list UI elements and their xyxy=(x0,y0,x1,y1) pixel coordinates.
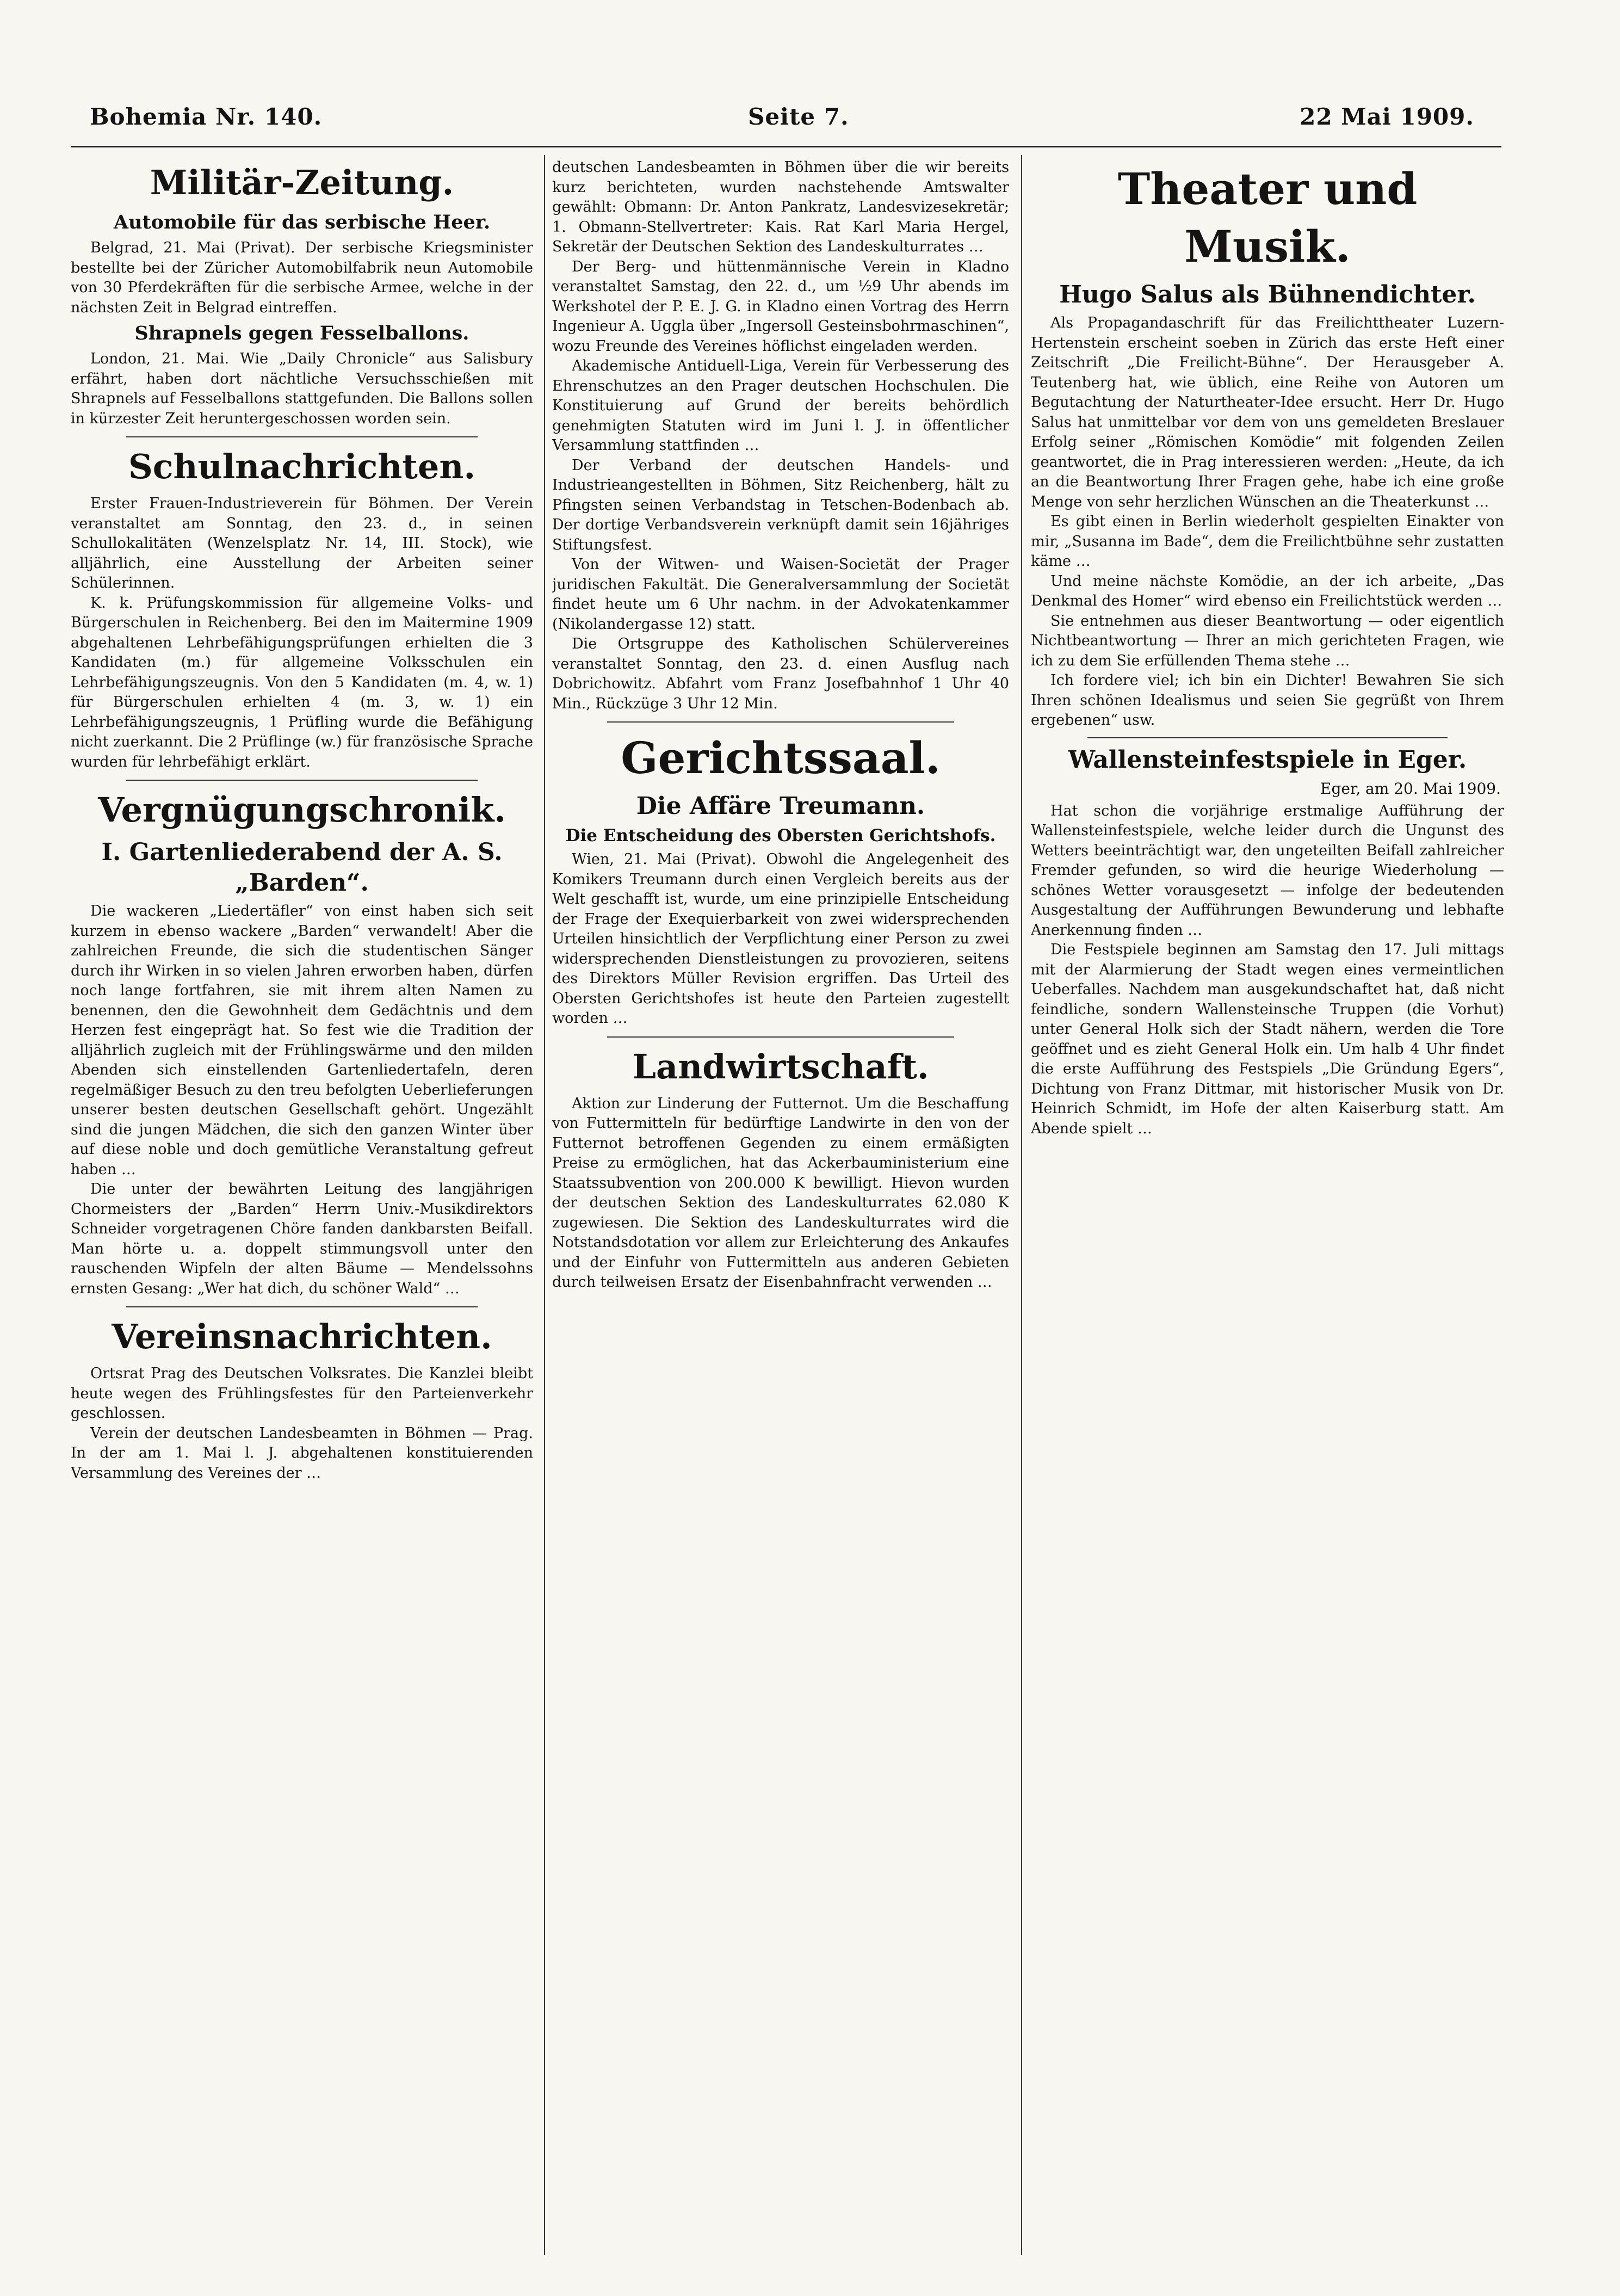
section-theater xyxy=(1031,160,1504,1139)
section-title: Landwirtschaft. xyxy=(632,1046,929,1087)
column-1 xyxy=(71,158,533,2255)
article-text: deutschen Landesbeamten in Böhmen über die wir bereits kurz berichteten, wurden nachstehende Amtswalter gewählt: Obmann: Dr. Anton Pankratz, Landesvizesekretär; 1. Obmann-Stellvertreter: Kais. Rat Karl Maria Hergel, Sekretär der Deutschen Sektion des Landeskulturrates … xyxy=(552,159,1009,255)
header-date: 22 Mai 1909. xyxy=(1300,103,1474,130)
article-text: K. k. Prüfungskommission für allgemeine Volks- und Bürgerschulen in Reichenberg. Bei den im Maitermine 1909 abgehaltenen Lehrbefähigungsprüfungen erhielten die 3 Kandidaten (m.) für allgemeine Volksschulen ein Lehrbefähigungszeugnis. Von den 5 Kandidaten (m. 4, w. 1) für Bürgerschulen erhielten 4 (m. 3, w. 1) ein Lehrbefähigungszeugnis, 1 Prüfling wurde die Befähigung nicht zuerkannt. Die 2 Prüflinge (w.) für französische Sprache wurden für lehrbefähigt erklärt. xyxy=(71,594,533,770)
article-text: Sie entnehmen aus dieser Beantwortung — oder eigentlich Nichtbeantwortung — Ihrer an mich gerichteten Fragen, wie ich zu dem Sie erfüllenden Thema stehe … xyxy=(1031,612,1504,669)
article-title: Automobile für das serbische Heer. xyxy=(113,211,491,233)
section-rule xyxy=(126,780,478,781)
section-verein-continued xyxy=(552,158,1009,714)
article-text: Der Berg- und hüttenmännische Verein in Kladno veranstaltet Samstag, den 22. d., um ½9 Uhr abends im Werkshotel der P. E. J. G. in Kladno einen Vortrag des Herrn Ingenieur A. Uggla über „Ingersoll Gesteinsbohrmaschinen“, wozu Freunde des Vereines höflichst eingeladen werden. xyxy=(552,258,1009,355)
section-title: Gerichtssaal. xyxy=(621,732,941,783)
article-text: Belgrad, 21. Mai (Privat). Der serbische Kriegsminister bestellte bei der Züricher Automobilfabrik neun Automobile von 30 Pferdekräften für die serbische Armee, welche in der nächsten Zeit in Belgrad eintreffen. xyxy=(71,239,533,316)
article-title: I. Gartenliederabend der A. S. „Barden“. xyxy=(101,838,503,897)
header-issue: Bohemia Nr. 140. xyxy=(90,103,323,130)
article-text: Als Propagandaschrift für das Freilichttheater Luzern-Hertenstein erscheint soeben in Zürich das erste Heft einer Zeitschrift „Die Freilicht-Bühne“. Der Herausgeber A. Teutenberg hat, wie üblich, eine Reihe von Autoren um Begutachtung der Naturtheater-Idee ersucht. Herr Dr. Hugo Salus hat unmittelbar vor dem von uns gemeldeten Breslauer Erfolg seiner „Römischen Komödie“ mit folgenden Zeilen geantwortet, die in Prag interessieren werden: „Heute, da ich an die Beantwortung Ihrer Fragen gehe, habe ich eine große Menge von sehr herzlichen Wünschen an die Theaterkunst … xyxy=(1031,314,1504,510)
column-2 xyxy=(552,158,1009,2255)
section-rule xyxy=(1087,737,1447,738)
section-militaer xyxy=(71,160,533,429)
article-text: Die Ortsgruppe des Katholischen Schülervereines veranstaltet Sonntag, den 23. d. einen Ausflug nach Dobrichowitz. Abfahrt vom Franz Josefbahnhof 1 Uhr 40 Min., Rückzüge 3 Uhr 12 Min. xyxy=(552,635,1009,712)
header-rule xyxy=(71,146,1501,147)
section-rule xyxy=(607,1036,954,1038)
article-title: Wallensteinfestspiele in Eger. xyxy=(1068,745,1467,774)
article-text: Aktion zur Linderung der Futternot. Um die Beschaffung von Futtermitteln für bedürftige Landwirte in den von der Futternot betroffenen Gegenden zu einem ermäßigten Preise zu ermöglichen, hat das Ackerbauministerium eine Staatssubvention von 200.000 K bewilligt. Hievon wurden der deutschen Sektion des Landeskulturrates 62.080 K zugewiesen. Die Sektion des Landeskulturrates wird die Notstandsdotation vor allem zur Erleichterung des Ankaufes und der Einfuhr von Futtermitteln aus anderen Gebieten durch teilweisen Ersatz der Eisenbahnfracht verwenden … xyxy=(552,1095,1009,1291)
article-text: Und meine nächste Komödie, an der ich arbeite, „Das Denkmal des Homer“ wird ebenso ein Freilichtstück werden … xyxy=(1031,572,1504,609)
section-title: Vereinsnachrichten. xyxy=(112,1317,492,1356)
column-divider-1 xyxy=(544,155,545,2255)
article-text: Wien, 21. Mai (Privat). Obwohl die Angelegenheit des Komikers Treumann durch einen Vergleich bereits aus der Welt geschafft ist, wurde, um eine prinzipielle Entscheidung der Frage der Exequierbarkeit von zwei widersprechenden Urteilen hinsichtlich der Verpflichtung einer Person zu zwei widersprechenden Dienstleistungen zu provozieren, seitens des Direktors Müller Revision ergriffen. Das Urteil des Obersten Gerichtshofes ist heute den Parteien zugestellt worden … xyxy=(552,851,1009,1027)
section-rule xyxy=(126,436,478,437)
article-text: Erster Frauen-Industrieverein für Böhmen. Der Verein veranstaltet am Sonntag, den 23. d., in seinen Schullokalitäten (Wenzelsplatz Nr. 14, III. Stock), wie alljährlich, eine Ausstellung der Arbeiten seiner Schülerinnen. xyxy=(71,495,533,591)
section-verein xyxy=(71,1314,533,1483)
section-title: Theater und Musik. xyxy=(1117,163,1418,272)
section-landwirtschaft xyxy=(552,1044,1009,1293)
article-subtitle: Die Entscheidung des Obersten Gerichtshofs. xyxy=(565,826,996,845)
header-page-number: Seite 7. xyxy=(748,103,849,130)
section-schul xyxy=(71,444,533,772)
article-text: Von der Witwen- und Waisen-Societät der Prager juridischen Fakultät. Die Generalversammlung der Societät findet heute um 6 Uhr nachm. in der Advokatenkammer (Nikolandergasse 12) statt. xyxy=(552,556,1009,633)
article-text: Es gibt einen in Berlin wiederholt gespielten Einakter von mir, „Susanna im Bade“, dem die Freilichtbühne sehr zustatten käme … xyxy=(1031,513,1504,570)
section-gericht xyxy=(552,729,1009,1029)
column-3 xyxy=(1031,158,1504,2255)
article-text: London, 21. Mai. Wie „Daily Chronicle“ aus Salisbury erfährt, haben dort nächtliche Versuchsschießen mit Shrapnels auf Fesselballons stattgefunden. Die Ballons sollen in kürzester Zeit heruntergeschossen worden sein. xyxy=(71,350,533,427)
section-title: Schulnachrichten. xyxy=(128,447,476,486)
article-text: Die wackeren „Liedertäfler“ von einst haben sich seit kurzem in ebenso wackere „Barden“ verwandelt! Aber die zahlreichen Freunde, die sich die studentischen Sänger durch ihr Wirken in so vielen Jahren erworben haben, dürfen noch lange fortfahren, sie mit ihrem alten Namen zu benennen, den die Gewohnheit dem Gedächtnis und dem Herzen fest eingeprägt hat. So fest wie die Tradition der alljährlich zugleich mit der Frühlingswärme und den milden Abenden sich einstellenden Gartenliedertafeln, deren regelmäßiger Besuch zu den treu befolgten Ueberlieferungen unserer besten deutschen Gesellschaft gehört. Ungezählt sind die jungen Mädchen, die sich den ganzen Winter über auf diese noble und doch gemütliche Veranstaltung gefreut haben … xyxy=(71,903,533,1178)
article-dateline: Eger, am 20. Mai 1909. xyxy=(1320,779,1501,798)
article-text: Ortsrat Prag des Deutschen Volksrates. Die Kanzlei bleibt heute wegen des Frühlingsfestes für den Parteienverkehr geschlossen. xyxy=(71,1365,533,1422)
article-text: Hat schon die vorjährige erstmalige Aufführung der Wallensteinfestspiele, welche leider durch die Ungunst des Wetters beeinträchtigt war, den ungeteilten Beifall zahlreicher Fremder gefunden, so wird die heurige Wiederholung — schönes Wetter vorausgesetzt — infolge der bedeutenden Ausgestaltung der Aufführungen Bewunderung und lebhafte Anerkennung finden … xyxy=(1031,802,1504,939)
section-rule xyxy=(607,721,954,723)
section-title: Vergnügungschronik. xyxy=(98,790,506,830)
article-text: Ich fordere viel; ich bin ein Dichter! Bewahren Sie sich Ihren schönen Idealismus und seien Sie gegrüßt von Ihrem ergebenen“ usw. xyxy=(1031,672,1504,729)
article-text: Der Verband der deutschen Handels- und Industrieangestellten in Böhmen, Sitz Reichenberg, hält zu Pfingsten seinen Verbandstag in Tetschen-Bodenbach ab. Der dortige Verbandsverein verknüpft damit sein 16jähriges Stiftungsfest. xyxy=(552,456,1009,553)
article-text: Die unter der bewährten Leitung des langjährigen Chormeisters der „Barden“ Herrn Univ.-Musikdirektors Schneider vorgetragenen Chöre fanden dankbarsten Beifall. Man hörte u. a. doppelt stimmungsvoll unter den rauschenden Wipfeln der alten Bäume — Mendelssohns ernsten Gesang: „Wer hat dich, du schöner Wald“ … xyxy=(71,1181,533,1297)
article-title: Hugo Salus als Bühnendichter. xyxy=(1059,281,1476,308)
article-title: Shrapnels gegen Fesselballons. xyxy=(134,322,469,344)
article-text: Verein der deutschen Landesbeamten in Böhmen — Prag. In der am 1. Mai l. J. abgehaltenen konstituierenden Versammlung des Vereines der … xyxy=(71,1424,533,1482)
article-title: Die Affäre Treumann. xyxy=(636,792,925,820)
section-rule xyxy=(126,1306,478,1307)
article-text: Die Festspiele beginnen am Samstag den 17. Juli mittags mit der Alarmierung der Stadt wegen eines vermeintlichen Ueberfalles. Nachdem man ausgekundschaftet hat, daß nicht feindliche, sondern Wallensteinsche Truppen (die Vorhut) unter General Holk sich der Stadt nähern, werden die Tore geöffnet und es zieht General Holk ein. Um halb 4 Uhr findet die erste Aufführung des Festspiels „Die Gründung Egers“, Dichtung von Franz Dittmar, mit historischer Musik von Dr. Heinrich Schmidt, im Hofe der alten Kaiserburg statt. Am Abende spielt … xyxy=(1031,941,1504,1137)
section-title: Militär-Zeitung. xyxy=(150,163,454,202)
column-divider-2 xyxy=(1021,155,1022,2255)
article-text: Akademische Antiduell-Liga, Verein für Verbesserung des Ehrenschutzes an den Prager deutschen Hochschulen. Die Konstituierung auf Grund der bereits behördlich genehmigten Statuten wird im Juni l. J. in öffentlicher Versammlung stattfinden … xyxy=(552,357,1009,454)
section-vergnuegung xyxy=(71,787,533,1299)
page-header xyxy=(90,103,1474,141)
